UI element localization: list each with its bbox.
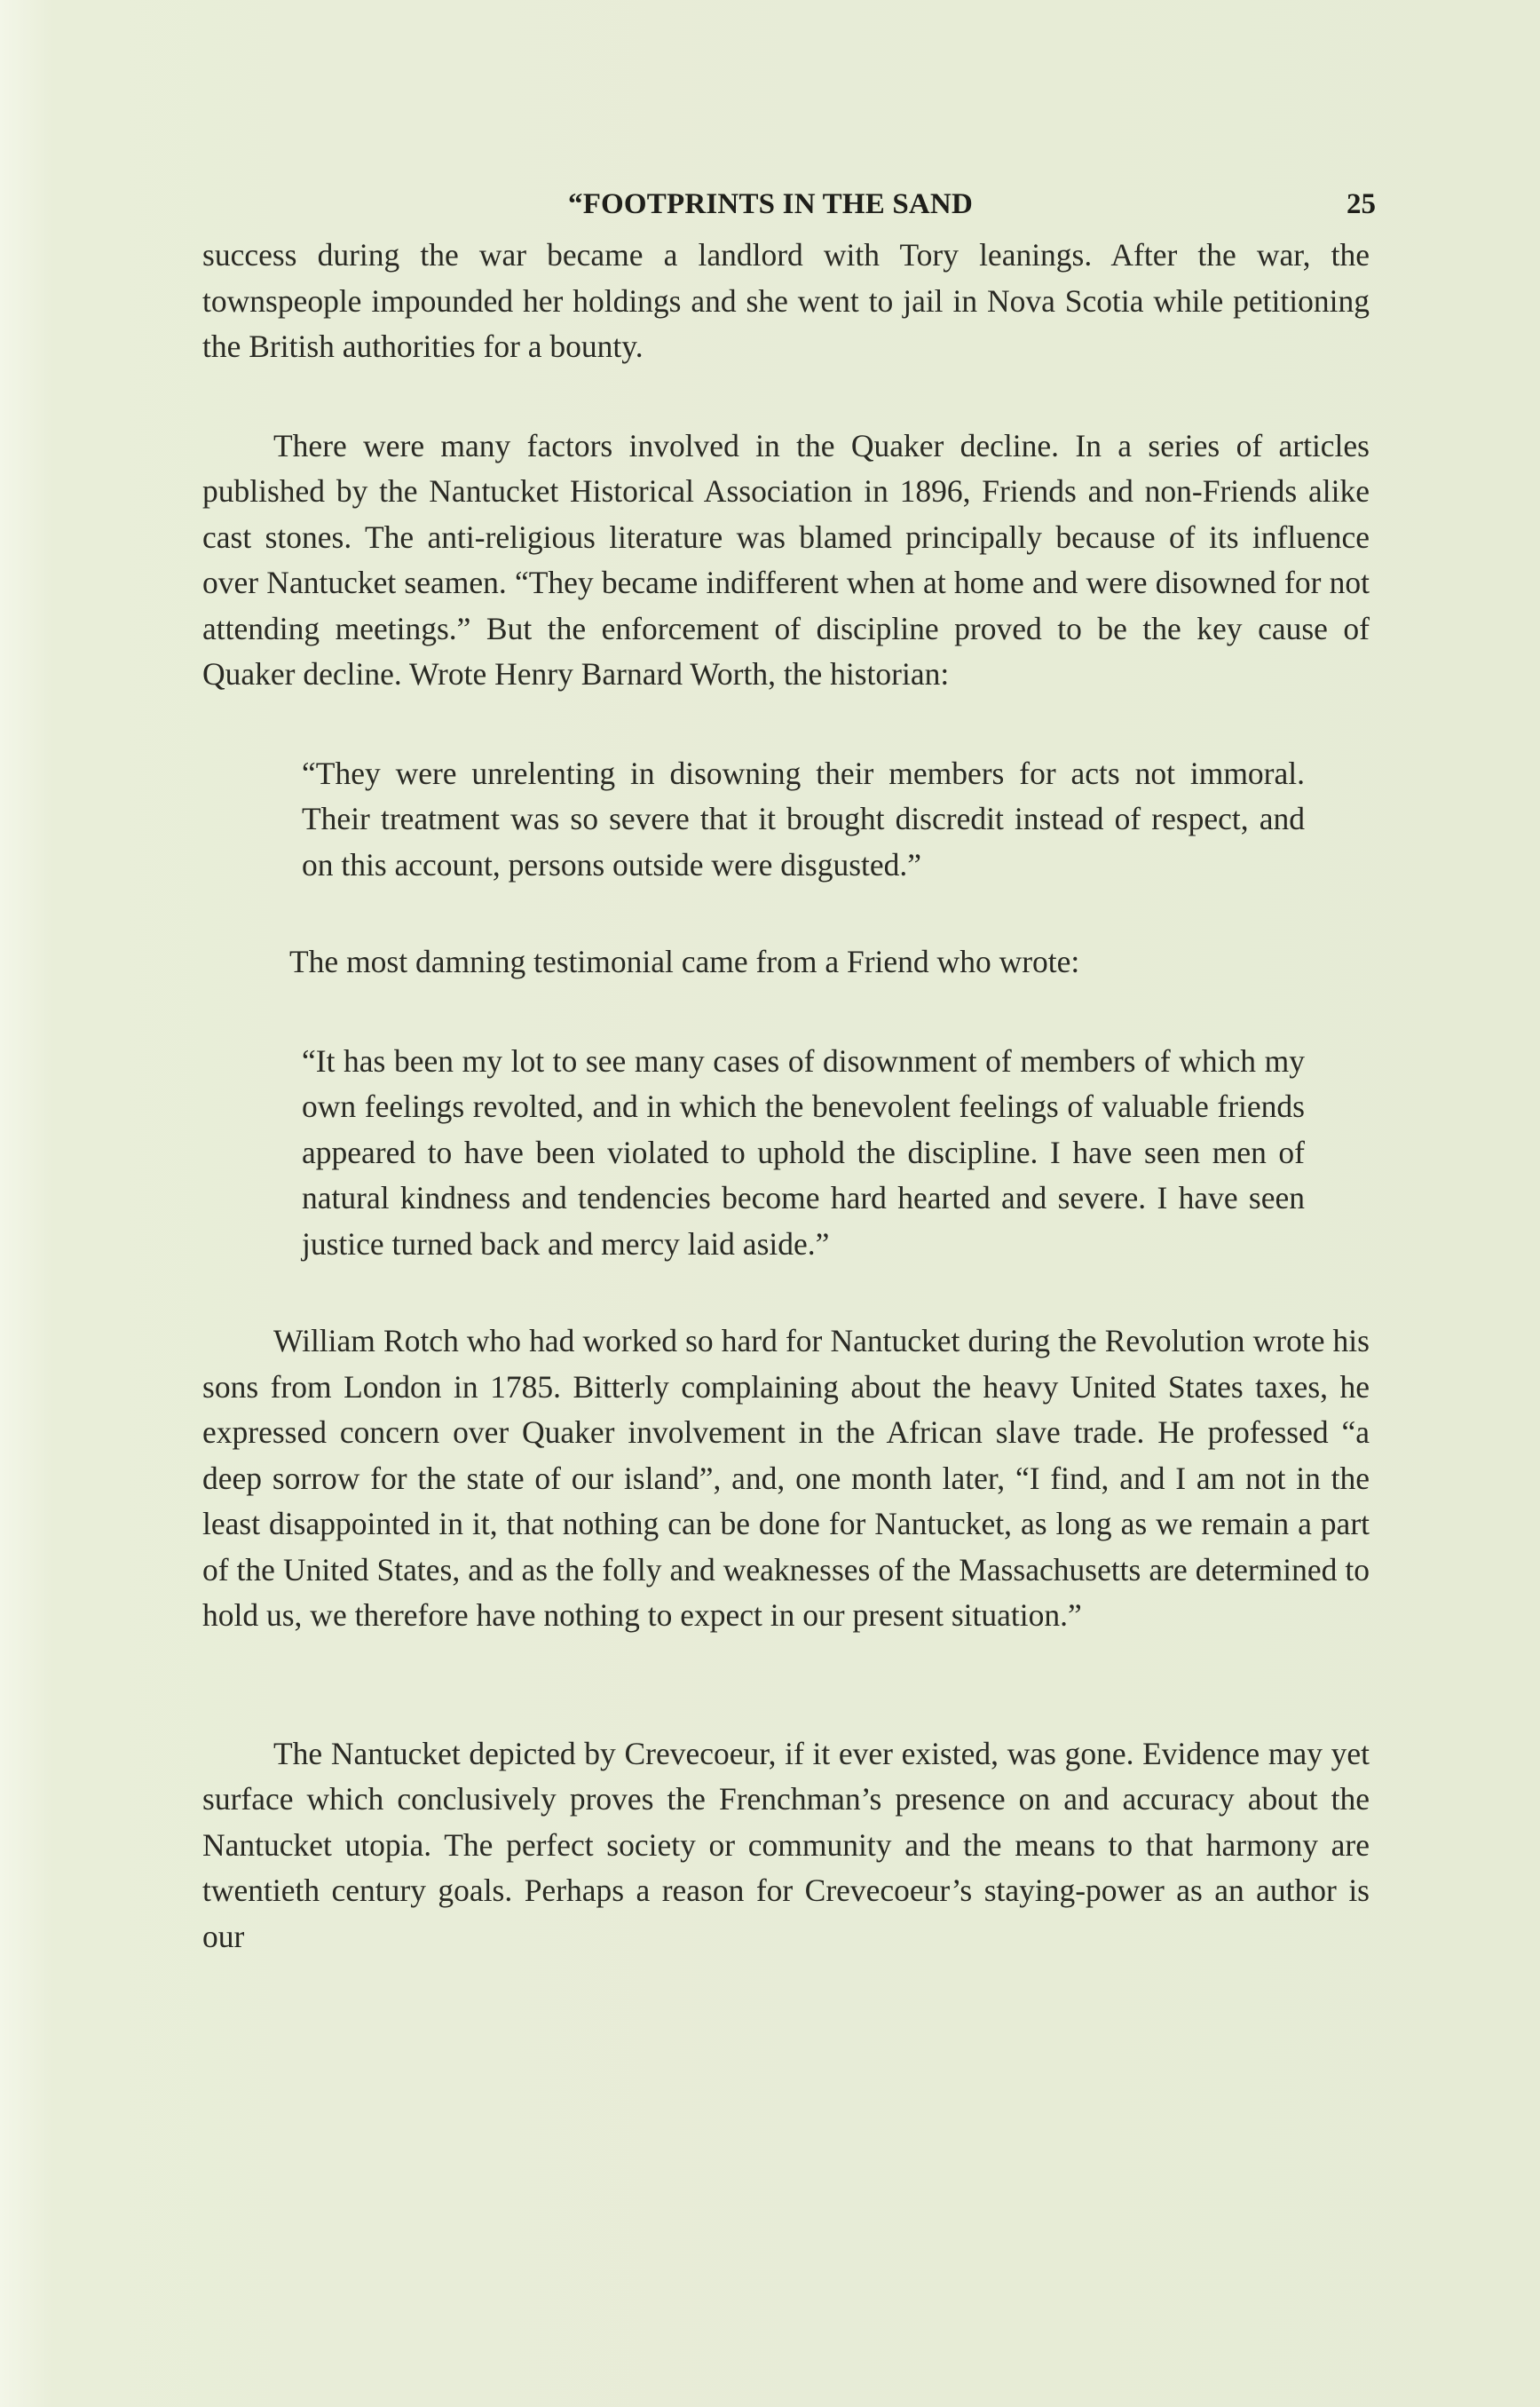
paragraph-quaker-decline: There were many factors involved in the Quaker decline. In a series of articles published by the Nantucket Historical Association in 1896, Friends and non-Friends alike cast stones. The anti-religious literature was blamed principally because of its influence over Nantucket seamen. “They became indifferent when at home and were disowned for not attending meetings.” But the enforcement of discipline proved to be the key cause of Quaker decline. Wrote Henry Barnard Worth, the historian: [202, 427, 1370, 692]
block-quote-friend: “It has been my lot to see many cases of disownment of members of which my own feelings revolted, and in which the benevolent feelings of valuable friends appeared to have been violated to uphold the discipline. I have seen men of natural kindness and tendencies become hard hearted and severe. I have seen justice turned back and mercy laid aside.” [302, 1042, 1305, 1262]
paragraph-william-rotch: William Rotch who had worked so hard for Nantucket during the Revolution wrote his sons from London in 1785. Bitterly complaining about the heavy United States taxes, he expressed concern over Quaker involvement in the African slave trade. He professed “a deep sorrow for the state of our island”, and, one month later, “I find, and I am not in the least disappointed in it, that nothing can be done for Nantucket, as long as we remain a part of the United States, and as the folly and weaknesses of the Massachusetts are determined to hold us, we therefore have nothing to expect in our present situation.” [202, 1323, 1370, 1633]
body-text [202, 233, 1370, 1960]
running-head [568, 188, 1376, 227]
paragraph-continued: success during the war became a landlord with Tory leanings. After the war, the townspeople impounded her holdings and she went to jail in Nova Scotia while petitioning the British authorities for a bounty. [202, 237, 1370, 364]
paragraph-crevecoeur: The Nantucket depicted by Crevecoeur, if it ever existed, was gone. Evidence may yet surface which conclusively proves the Frenchman’s presence on and accuracy about the Nantucket utopia. The perfect society or community and the means to that harmony are twentieth century goals. Perhaps a reason for Crevecoeur’s staying-power as an author is our [202, 1735, 1370, 1954]
page-number: 25 [1347, 188, 1376, 220]
running-title: “FOOTPRINTS IN THE SAND [568, 188, 973, 220]
block-quote-worth: “They were unrelenting in disowning their members for acts not immoral. Their treatment was so severe that it brought discredit instead of respect, and on this account, persons outside were disgusted.” [302, 755, 1305, 883]
paragraph-testimonial-lead: The most damning testimonial came from a Friend who wrote: [289, 944, 1080, 979]
